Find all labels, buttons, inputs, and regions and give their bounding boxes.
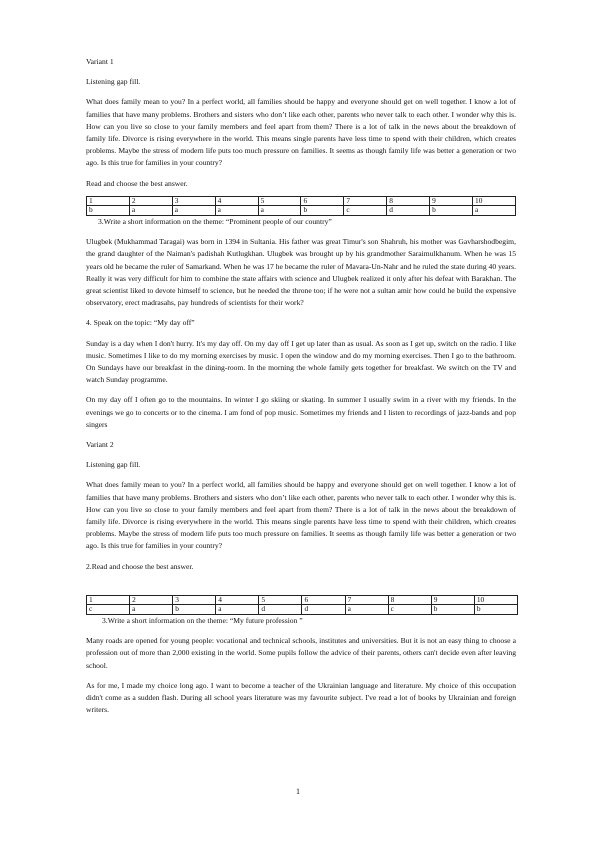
table-cell: b <box>173 605 216 615</box>
variant2-number-row <box>87 595 518 605</box>
table-cell: 8 <box>387 196 430 206</box>
table-cell: 3 <box>173 595 216 605</box>
variant2-task1: Listening gap fill. <box>86 460 141 470</box>
table-cell: b <box>430 206 473 216</box>
variant1-task2: Read and choose the best answer. <box>86 178 188 188</box>
variant1-essay: Ulugbek (Mukhammad Taragai) was born in 1394 in Sultania. His father was great Timur's son Shahruh, his mother was Gavharshodbegim, the grand daughter of the Naiman's padishah Kutlugkhan. Ulugbek was brought up by his grandmother Saraimulkhanum. When he was 15 years old he became the ruler of Samarkand. When he was 17 he became the ruler of Mavara-Un-Nahr and he ruled the state during 40 years. Really it was very difficult for him to combine the state affairs with science and Ulugbek realized it only after his defeat with Barakhan. The great scientist liked to devote himself to science, but he needed the throne too; if he were not a sultan amir how could he build the expensive observatory, erect madrasahs, pay hundreds of scientists for their work? <box>86 237 516 308</box>
variant2-profession-paragraph1: Many roads are opened for young people: vocational and technical schools, institutes and universities. But it is not an easy thing to choose a profession out of more than 2,000 existing in the world. Some pupils follow the advice of their parents, others can't decide even after leaving school. <box>86 636 516 670</box>
table-cell: 7 <box>345 595 388 605</box>
variant2-passage: What does family mean to you? In a perfect world, all families should be happy and everyone should get on well together. I know a lot of families that have many problems. Brothers and sisters who don’t like each other, parents who never talk to each other. I wonder why this is. How can you live so close to your family members and feel apart from them? There is a lot of talk in the news about the breakdown of family life. Divorce is rising everywhere in the world. This means single parents have less time to spend with their children, which creates problems. Maybe the stress of modern life puts too much pressure on families. It seems as though family life was better a generation or two ago. Is this true for families in your country? <box>86 480 516 551</box>
table-cell: c <box>87 605 130 615</box>
table-cell: 1 <box>87 196 130 206</box>
table-cell: c <box>344 206 387 216</box>
table-cell: 2 <box>130 595 173 605</box>
table-cell: 5 <box>258 196 301 206</box>
table-cell: b <box>431 605 474 615</box>
variant2-task3: 3.Write a short information on the theme: “My future profession ” <box>102 616 303 626</box>
table-cell: b <box>87 206 130 216</box>
table-cell: 9 <box>430 196 473 206</box>
variant2-title: Variant 2 <box>86 440 114 450</box>
table-cell: b <box>474 605 517 615</box>
variant1-task1: Listening gap fill. <box>86 77 141 87</box>
variant1-dayoff-paragraph2: On my day off I often go to the mountains. In winter I go skiing or skating. In summer I usually swim in a river with my friends. In the evenings we go to concerts or to the cinema. I am fond of pop music. Sometimes my friends and I listen to recordings of jazz-bands and pop singers <box>86 395 516 429</box>
table-cell: d <box>259 605 302 615</box>
variant1-answer-row <box>87 206 516 216</box>
variant1-task3: 3.Write a short information on the theme: “Prominent people of our country” <box>98 217 332 227</box>
table-cell: 9 <box>431 595 474 605</box>
table-cell: 1 <box>87 595 130 605</box>
table-cell: 10 <box>473 196 516 206</box>
table-cell: 5 <box>259 595 302 605</box>
page-number: 1 <box>296 787 300 796</box>
variant1-number-row <box>87 196 516 206</box>
table-cell: a <box>258 206 301 216</box>
variant2-profession-paragraph2: As for me, I made my choice long ago. I want to become a teacher of the Ukrainian language and literature. My choice of this occupation didn't come as a sudden flash. During all school years literature was my favourite subject. I've read a lot of books by Ukrainian and foreign writers. <box>86 680 516 715</box>
table-cell: 2 <box>129 196 172 206</box>
table-cell: c <box>388 605 431 615</box>
table-cell: a <box>215 206 258 216</box>
variant2-task2: 2.Read and choose the best answer. <box>86 561 194 571</box>
table-cell: a <box>172 206 215 216</box>
variant2-answer-row <box>87 605 518 615</box>
variant1-passage: What does family mean to you? In a perfect world, all families should be happy and everyone should get on well together. I know a lot of families that have many problems. Brothers and sisters who don’t like each other, parents who never talk to each other. I wonder why this is. How can you live so close to your family members and feel apart from them? There is a lot of talk in the news about the breakdown of family life. Divorce is rising everywhere in the world. This means single parents have less time to spend with their children, which creates problems. Maybe the stress of modern life puts too much pressure on families. It seems as though family life was better a generation or two ago. Is this true for families in your country? <box>86 97 516 168</box>
table-cell: 6 <box>302 595 345 605</box>
table-cell: a <box>129 206 172 216</box>
table-cell: 10 <box>474 595 517 605</box>
table-cell: b <box>301 206 344 216</box>
table-cell: 6 <box>301 196 344 206</box>
variant2-answer-table <box>86 595 518 615</box>
variant1-task4: 4. Speak on the topic: “My day off” <box>86 318 195 328</box>
table-cell: a <box>130 605 173 615</box>
table-cell: 7 <box>344 196 387 206</box>
table-cell: d <box>302 605 345 615</box>
document-page <box>86 56 516 717</box>
table-cell: 8 <box>388 595 431 605</box>
table-cell: a <box>345 605 388 615</box>
variant1-title: Variant 1 <box>86 57 114 66</box>
variant1-answer-table <box>86 196 516 216</box>
table-cell: 4 <box>216 595 259 605</box>
table-cell: d <box>387 206 430 216</box>
variant1-dayoff-paragraph1: Sunday is a day when I don't hurry. It's my day off. On my day off I get up later than as usual. As soon as I get up, switch on the radio. I like music. Sometimes I like to do my morning exercises by music. I open the window and do my morning exercises. Then I go to the bathroom. On Sundays have our breakfast in the dining-room. In the morning the whole family gets together for breakfast. We switch on the TV and watch Sunday programme. <box>86 338 516 385</box>
table-cell: 3 <box>172 196 215 206</box>
table-cell: 4 <box>215 196 258 206</box>
table-cell: a <box>473 206 516 216</box>
table-cell: a <box>216 605 259 615</box>
